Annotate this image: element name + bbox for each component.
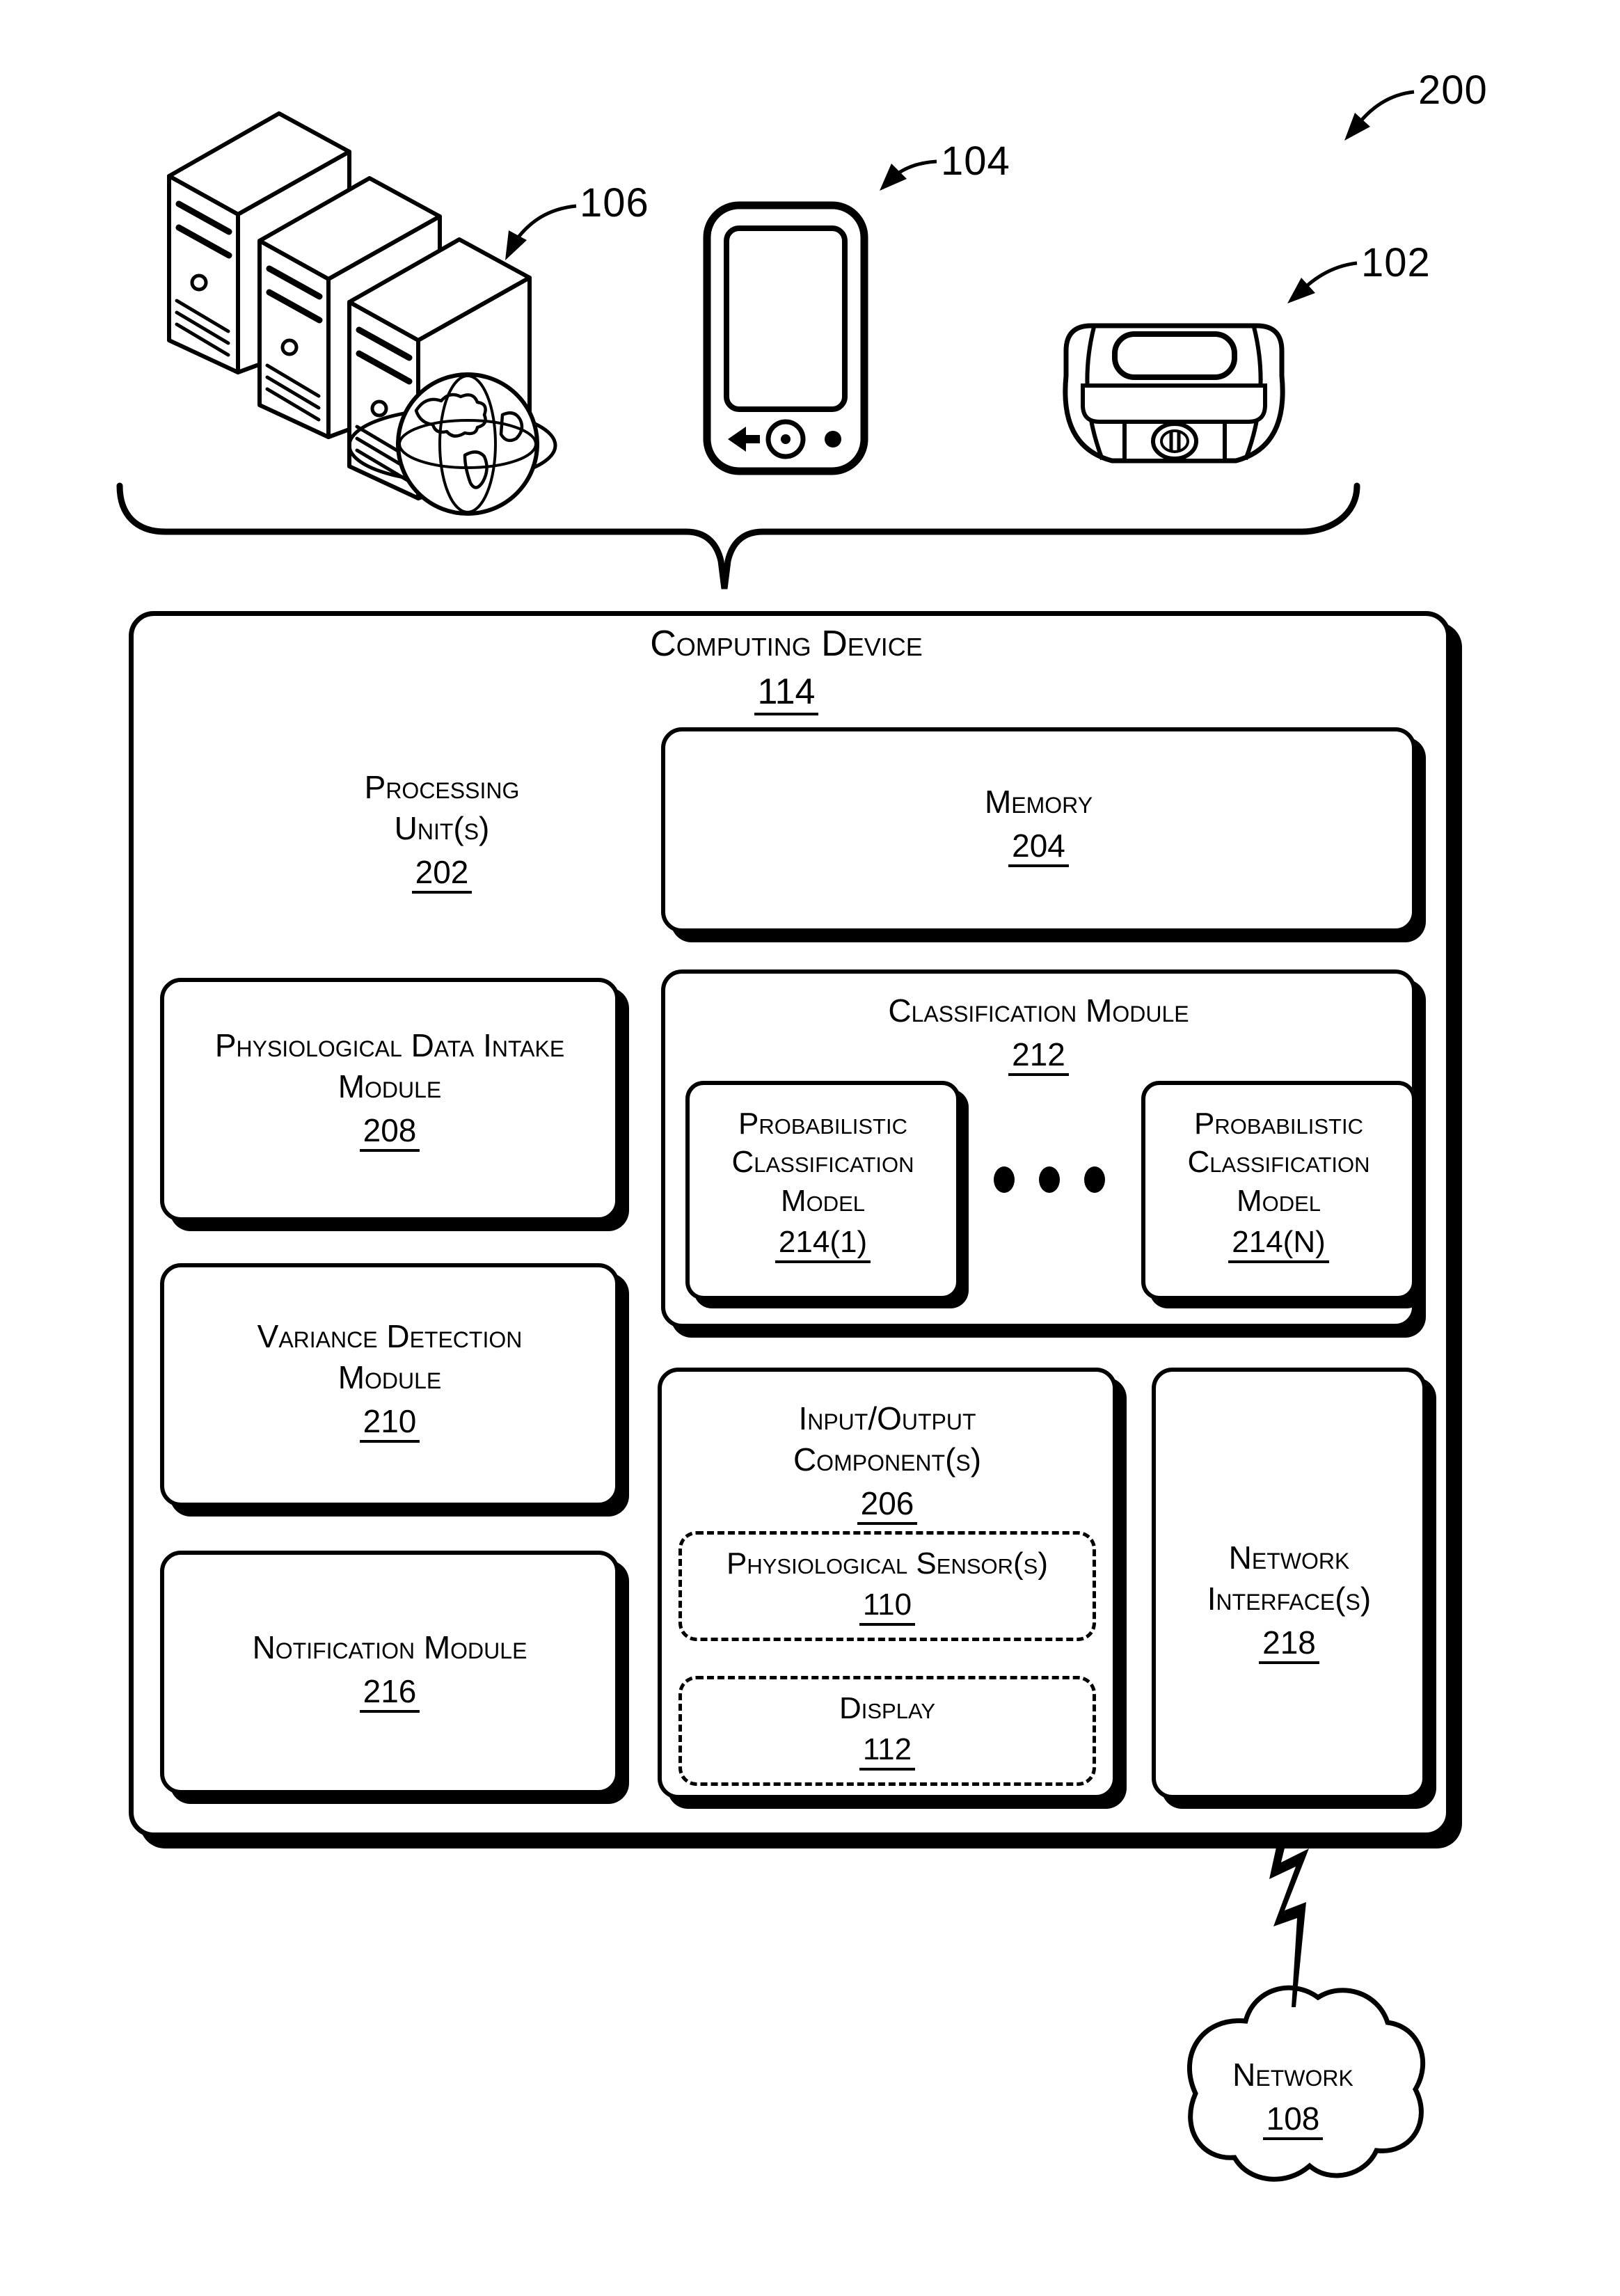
ref-label-104: 104 [941,138,1010,184]
ellipsis-dots [994,1164,1105,1196]
prob-model-1-title: Probabilistic Classification Model [731,1107,914,1218]
ref-arrow-102 [1287,263,1357,303]
processing-unit-title-line2: Unit(s) [394,809,490,846]
processing-unit-title-line1: Processing [364,769,520,805]
display-number: 112 [859,1734,915,1771]
network-interface-title-line2: Interface(s) [1207,1580,1372,1617]
ref-label-102: 102 [1361,240,1431,285]
classification-title: Classification Module [888,992,1189,1029]
processing-unit-number: 202 [412,856,472,894]
physio-sensors-title: Physiological Sensor(s) [726,1546,1048,1581]
server-stack-icon [169,113,555,514]
network-interface-title-line1: Network [1228,1539,1350,1576]
network-interface-number: 218 [1259,1626,1319,1664]
io-title-line2: Component(s) [793,1441,982,1478]
physio-sensors-box [678,1531,1096,1641]
display-title: Display [839,1691,936,1725]
ref-label-200: 200 [1418,68,1488,113]
prob-model-1-box [685,1081,960,1300]
curly-brace-icon [120,486,1357,589]
notification-title: Notification Module [252,1629,527,1665]
variance-number: 210 [360,1405,420,1443]
wearable-device-icon [1065,326,1282,461]
ref-arrow-200 [1344,92,1414,141]
variance-title: Variance Detection Module [257,1318,523,1395]
network-cloud-number: 108 [1263,2103,1324,2140]
display-box [678,1676,1096,1786]
physio-intake-box [160,978,619,1221]
prob-model-n-title: Probabilistic Classification Model [1187,1107,1370,1218]
io-title-line1: Input/Output [798,1400,976,1436]
memory-box [661,727,1416,933]
computing-device-header [369,621,1204,715]
smartphone-icon [707,205,864,471]
network-cloud-label [1202,2054,1383,2140]
prob-model-1-number: 214(1) [775,1227,871,1263]
physio-sensors-number: 110 [859,1590,915,1626]
prob-model-n-box [1141,1081,1416,1300]
ref-arrow-104 [880,161,937,191]
io-number: 206 [857,1487,918,1525]
ref-label-106: 106 [580,180,649,225]
notification-number: 216 [360,1675,420,1713]
network-interface-box [1152,1368,1427,1799]
ellipsis-dot [994,1166,1015,1193]
computing-device-number: 114 [754,674,819,715]
notification-box [160,1551,619,1794]
network-cloud-title: Network [1232,2057,1353,2093]
processing-unit-label [317,767,567,894]
ref-arrow-106 [505,206,576,260]
prob-model-n-number: 214(N) [1228,1227,1329,1263]
ellipsis-dot [1039,1166,1060,1193]
computing-device-title: Computing Device [650,624,923,664]
physio-intake-number: 208 [360,1114,420,1152]
memory-title: Memory [984,784,1093,820]
ellipsis-dot [1084,1166,1105,1193]
memory-number: 204 [1008,830,1069,867]
classification-number: 212 [1008,1038,1069,1076]
variance-box [160,1263,619,1507]
physio-intake-title: Physiological Data Intake Module [214,1027,565,1105]
